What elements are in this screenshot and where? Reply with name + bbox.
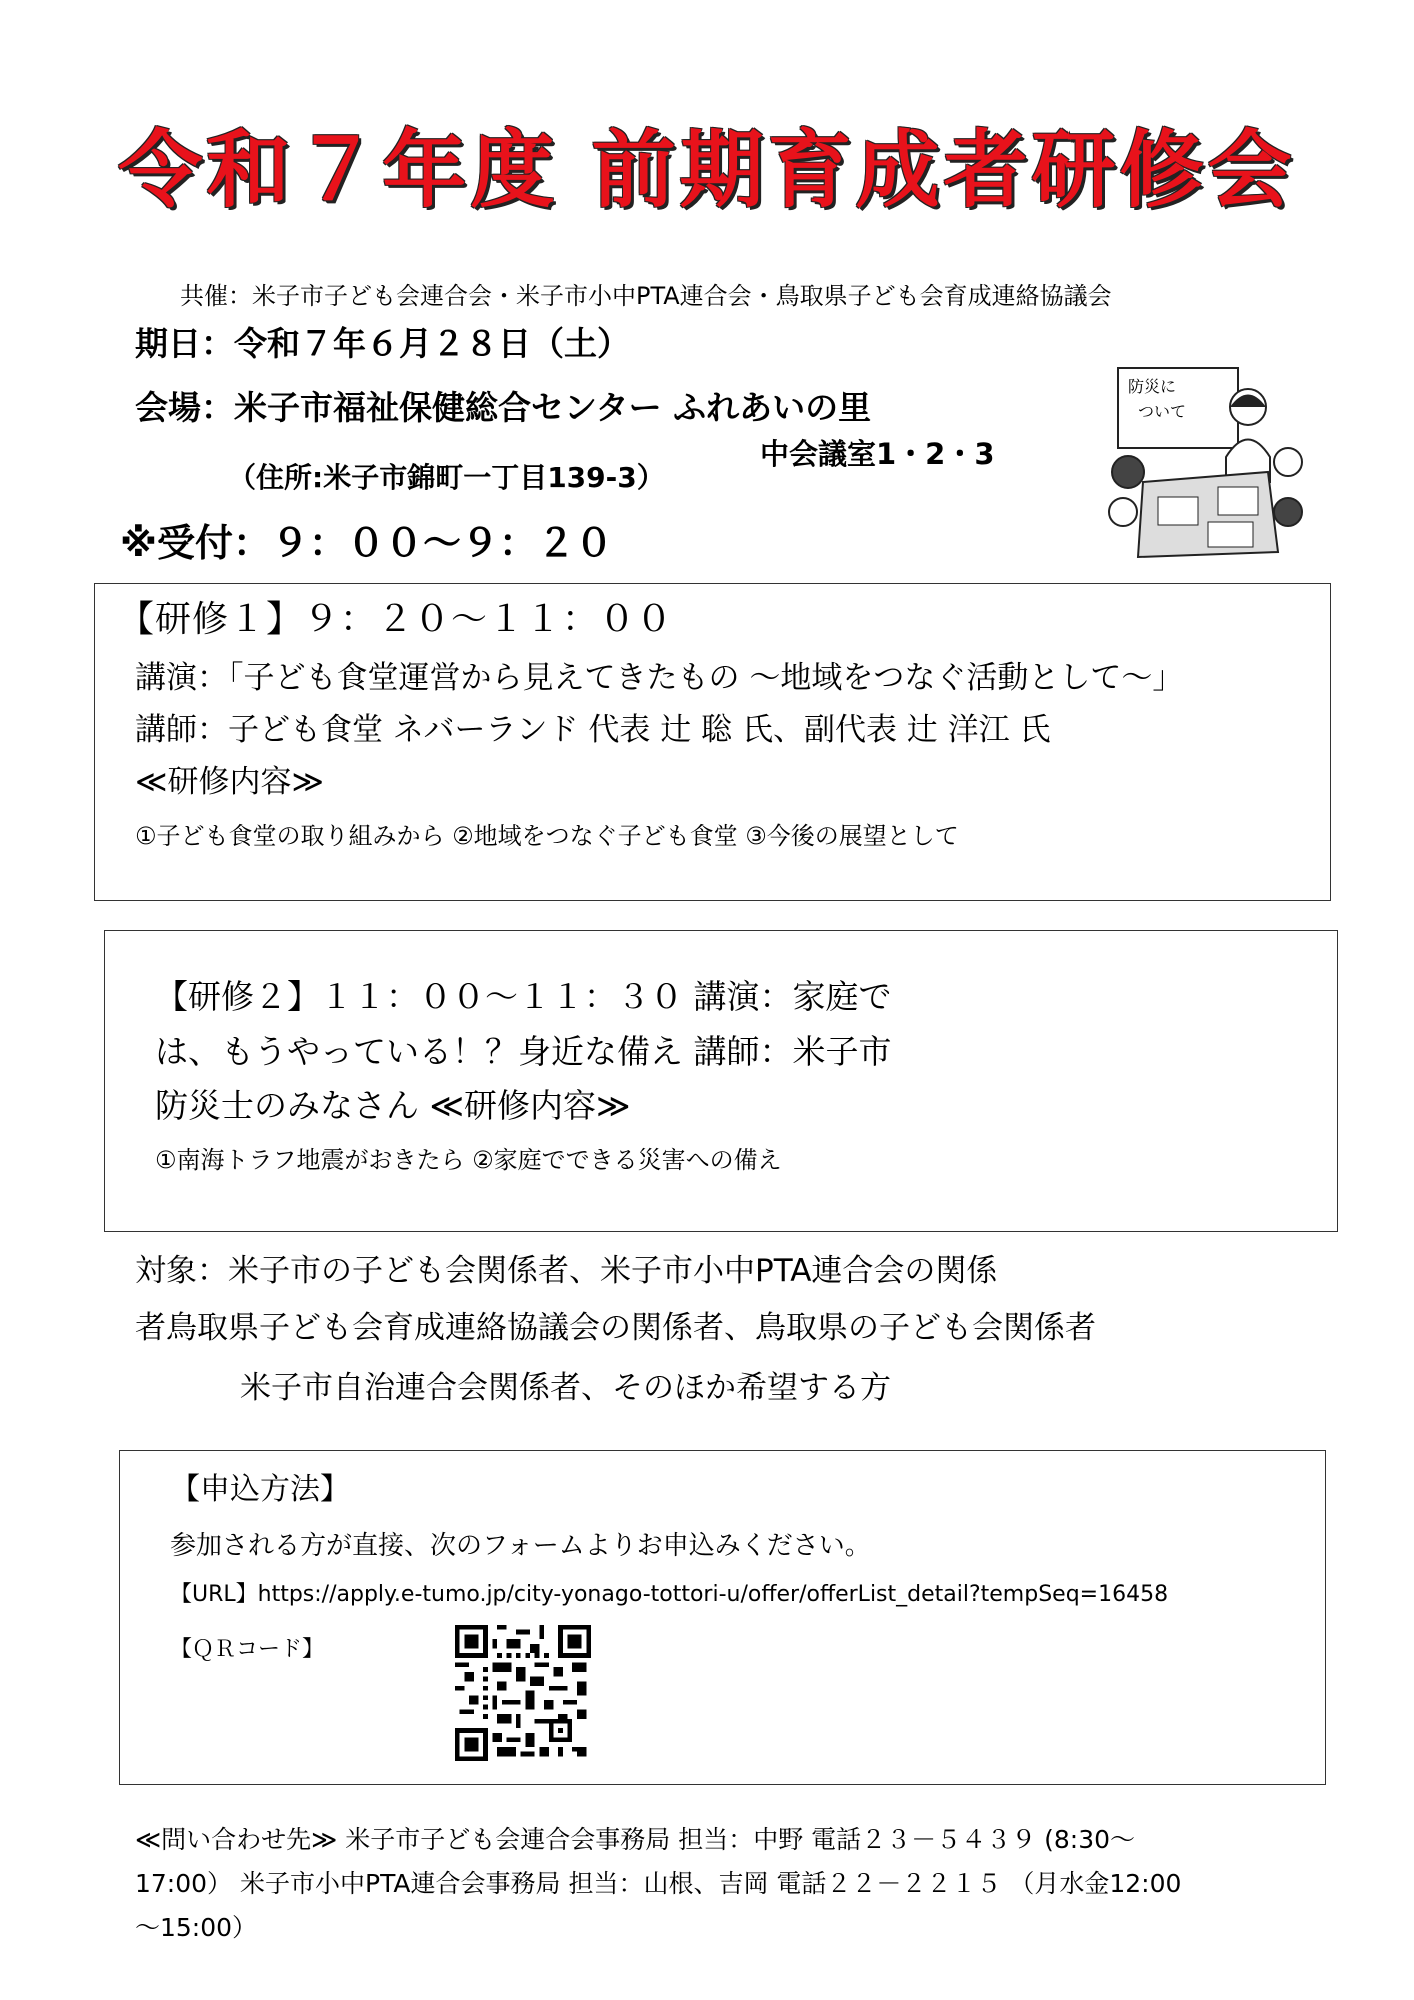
contact-info (135, 1818, 1315, 1950)
event-venue-room: 中会議室1・2・3 (760, 437, 995, 471)
target-line1: 対象：米子市の子ども会関係者、米子市小中PTA連合会の関係 (135, 1253, 998, 1289)
target-line2: 者鳥取県子ども会育成連絡協議会の関係者、鳥取県の子ども会関係者 (135, 1310, 1096, 1346)
session2-line3: 防災士のみなさん ≪研修内容≫ (155, 1086, 631, 1125)
session1-lecturer: 講師：子ども食堂 ネバーランド 代表 辻 聡 氏、副代表 辻 洋江 氏 (135, 712, 1051, 748)
session1-lecture: 講演：「子ども食堂運営から見えてきたもの ～地域をつなぐ活動として～」 (135, 660, 1184, 696)
cohost-line: 共催：米子市子ども会連合会・米子市小中PTA連合会・鳥取県子ども会育成連絡協議会 (180, 282, 1112, 310)
session1-heading: 【研修１】９：２０～１１：００ (118, 599, 674, 640)
svg-text:ついて: ついて (1138, 402, 1187, 421)
contact-line3: ～15:00） (135, 1913, 258, 1942)
qr-code-image[interactable] (455, 1625, 591, 1761)
page-title: 令和７年度 前期育成者研修会 (118, 121, 1296, 219)
session2-line2: は、もうやっている！？身近な備え 講師：米子市 (155, 1032, 892, 1071)
contact-line2: 17:00） 米子市小中PTA連合会事務局 担当：山根、吉岡 電話２２－２２１５ （月水金12:00 (135, 1869, 1182, 1898)
session1-contents-label: ≪研修内容≫ (135, 764, 324, 800)
event-date: 期日：令和７年６月２８日（土） (135, 324, 630, 363)
reception-time: ※受付：９：００～９：２０ (120, 521, 613, 565)
svg-text:防災に: 防災に (1128, 377, 1177, 396)
apply-url[interactable]: 【URL】https://apply.e-tumo.jp/city-yonago-tottori-u/offer/offerList_detail?tempSeq=16458 (170, 1582, 1169, 1607)
target-line3: 米子市自治連合会関係者、そのほか希望する方 (240, 1370, 891, 1406)
event-address: （住所:米子市錦町一丁目139-3） (228, 461, 665, 494)
session2-box (104, 930, 1338, 1232)
session1-contents: ①子ども食堂の取り組みから ②地域をつなぐ子ども食堂 ③今後の展望として (135, 822, 959, 850)
apply-text: 参加される方が直接、次のフォームよりお申込みください。 (170, 1531, 871, 1561)
meeting-illustration (1098, 362, 1308, 562)
event-venue: 会場：米子市福祉保健総合センター ふれあいの里 (135, 388, 872, 427)
apply-qr-label: 【ＱＲコード】 (170, 1637, 325, 1662)
apply-heading: 【申込方法】 (170, 1472, 350, 1507)
session2-line1: 【研修２】１１：００～１１：３０ 講演：家庭で (155, 977, 892, 1016)
session2-contents: ①南海トラフ地震がおきたら ②家庭でできる災害への備え (155, 1146, 782, 1174)
contact-line1: ≪問い合わせ先≫ 米子市子ども会連合会事務局 担当：中野 電話２３－５４３９ (8:30～ (135, 1825, 1136, 1854)
